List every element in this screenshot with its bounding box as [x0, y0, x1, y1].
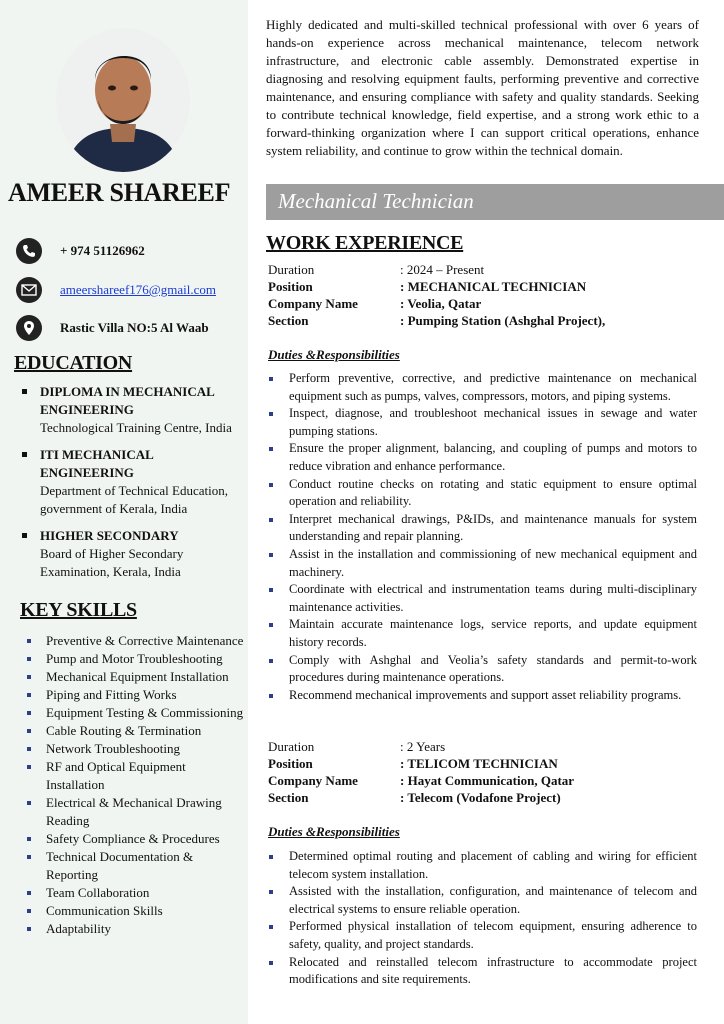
education-item	[22, 383, 244, 437]
role-banner	[266, 184, 724, 220]
position-label: Position	[268, 279, 313, 294]
education-heading: EDUCATION	[14, 352, 133, 374]
email-link[interactable]: ameershareef176@gmail.com	[60, 282, 216, 297]
duties-heading: Duties &Responsibilities	[268, 347, 400, 362]
section-label: Section	[268, 790, 309, 805]
contact-phone	[16, 238, 145, 264]
job-details	[268, 261, 708, 329]
duty-item: Inspect, diagnose, and troubleshoot mechanical issues in sewage and water pumping stations.	[268, 405, 697, 440]
education-item	[22, 446, 244, 518]
duty-item: Interpret mechanical drawings, P&IDs, and maintenance manuals for system understanding and repair planning.	[268, 511, 697, 546]
contact-address	[16, 315, 209, 341]
skill-item: Network Troubleshooting	[24, 740, 244, 758]
education-degree: ITI MECHANICAL ENGINEERING	[40, 447, 154, 480]
skill-item: Safety Compliance & Procedures	[24, 830, 244, 848]
job-position: : TELICOM TECHNICIAN	[400, 756, 558, 771]
duties-list	[268, 848, 697, 989]
skill-item: Mechanical Equipment Installation	[24, 668, 244, 686]
address-text: Rastic Villa NO:5 Al Waab	[60, 320, 209, 335]
skill-item: Equipment Testing & Commissioning	[24, 704, 244, 722]
duty-item: Assisted with the installation, configuration, and maintenance of telecom and electrical systems to ensure reliable operation.	[268, 883, 697, 918]
job-section: : Telecom (Vodafone Project)	[400, 790, 561, 805]
skills-heading: KEY SKILLS	[20, 599, 137, 621]
duty-item: Ensure the proper alignment, balancing, and coupling of pumps and motors to reduce vibration and enhance performance.	[268, 440, 697, 475]
skill-item: Preventive & Corrective Maintenance	[24, 632, 244, 650]
job-section: : Pumping Station (Ashghal Project),	[400, 313, 606, 328]
skill-item: Technical Documentation & Reporting	[24, 848, 244, 884]
position-label: Position	[268, 756, 313, 771]
job-position: : MECHANICAL TECHNICIAN	[400, 279, 587, 294]
duty-item: Assist in the installation and commissioning of new mechanical equipment and machinery.	[268, 546, 697, 581]
job-details	[268, 738, 708, 806]
company-label: Company Name	[268, 773, 358, 788]
duties-list	[268, 370, 697, 704]
education-school: Board of Higher Secondary Examination, Kerala, India	[40, 546, 184, 579]
job-company: : Veolia, Qatar	[400, 296, 482, 311]
duty-item: Perform preventive, corrective, and predictive maintenance on mechanical equipment such as pumps, valves, compressors, motors, and piping systems.	[268, 370, 697, 405]
job-duration: : 2024 – Present	[400, 262, 485, 277]
job-role: Mechanical Technician	[278, 189, 474, 213]
education-school: Department of Technical Education, government of Kerala, India	[40, 483, 228, 516]
education-item	[22, 527, 244, 581]
profile-photo	[56, 28, 190, 172]
education-degree: HIGHER SECONDARY	[40, 528, 179, 543]
duties-heading: Duties &Responsibilities	[268, 824, 400, 839]
education-degree: DIPLOMA IN MECHANICAL ENGINEERING	[40, 384, 215, 417]
skill-item: Adaptability	[24, 920, 244, 938]
contact-email	[16, 277, 216, 303]
profile-summary: Highly dedicated and multi-skilled technical professional with over 6 years of hands-on experience across mechanical maintenance, telecom network infrastructure, and electronic cable assembly. Demonstrated expertise in diagnosing and resolving equipment faults, performing preventive and corrective maintenance, and ensuring compliance with safety and quality standards. Seeking to contribute technical knowledge, field expertise, and a strong work ethic to a forward-thinking organization where I can support critical operations, enhance system reliability, and continue to grow within the technical domain.	[266, 17, 699, 158]
phone-number: + 974 51126962	[60, 243, 145, 258]
skill-item: Cable Routing & Termination	[24, 722, 244, 740]
candidate-name: AMEER SHAREEF	[8, 178, 231, 207]
education-school: Technological Training Centre, India	[40, 420, 232, 435]
skill-item: Team Collaboration	[24, 884, 244, 902]
duty-item: Performed physical installation of telecom equipment, ensuring adherence to safety, quality, and project standards.	[268, 918, 697, 953]
skill-item: Communication Skills	[24, 902, 244, 920]
job-company: : Hayat Communication, Qatar	[400, 773, 575, 788]
duty-item: Recommend mechanical improvements and support asset reliability programs.	[268, 687, 697, 705]
duty-item: Comply with Ashghal and Veolia’s safety standards and permit-to-work procedures during maintenance operations.	[268, 652, 697, 687]
skills-list	[24, 632, 244, 938]
phone-icon	[16, 238, 42, 264]
job-duration: : 2 Years	[400, 739, 446, 754]
mail-icon	[16, 277, 42, 303]
duty-item: Determined optimal routing and placement of cabling and wiring for efficient telecom system installation.	[268, 848, 697, 883]
skill-item: Electrical & Mechanical Drawing Reading	[24, 794, 244, 830]
duty-item: Coordinate with electrical and instrumentation teams during multi-disciplinary maintenance activities.	[268, 581, 697, 616]
skill-item: RF and Optical Equipment Installation	[24, 758, 244, 794]
duration-label: Duration	[268, 262, 315, 277]
company-label: Company Name	[268, 296, 358, 311]
skill-item: Piping and Fitting Works	[24, 686, 244, 704]
work-experience-heading: WORK EXPERIENCE	[266, 232, 464, 254]
duty-item: Maintain accurate maintenance logs, service reports, and update equipment history records.	[268, 616, 697, 651]
duty-item: Relocated and reinstalled telecom infrastructure to accommodate project modifications and site requirements.	[268, 954, 697, 989]
duration-label: Duration	[268, 739, 315, 754]
location-pin-icon	[16, 315, 42, 341]
skill-item: Pump and Motor Troubleshooting	[24, 650, 244, 668]
section-label: Section	[268, 313, 309, 328]
duty-item: Conduct routine checks on rotating and static equipment to ensure optimal operation and reliability.	[268, 476, 697, 511]
